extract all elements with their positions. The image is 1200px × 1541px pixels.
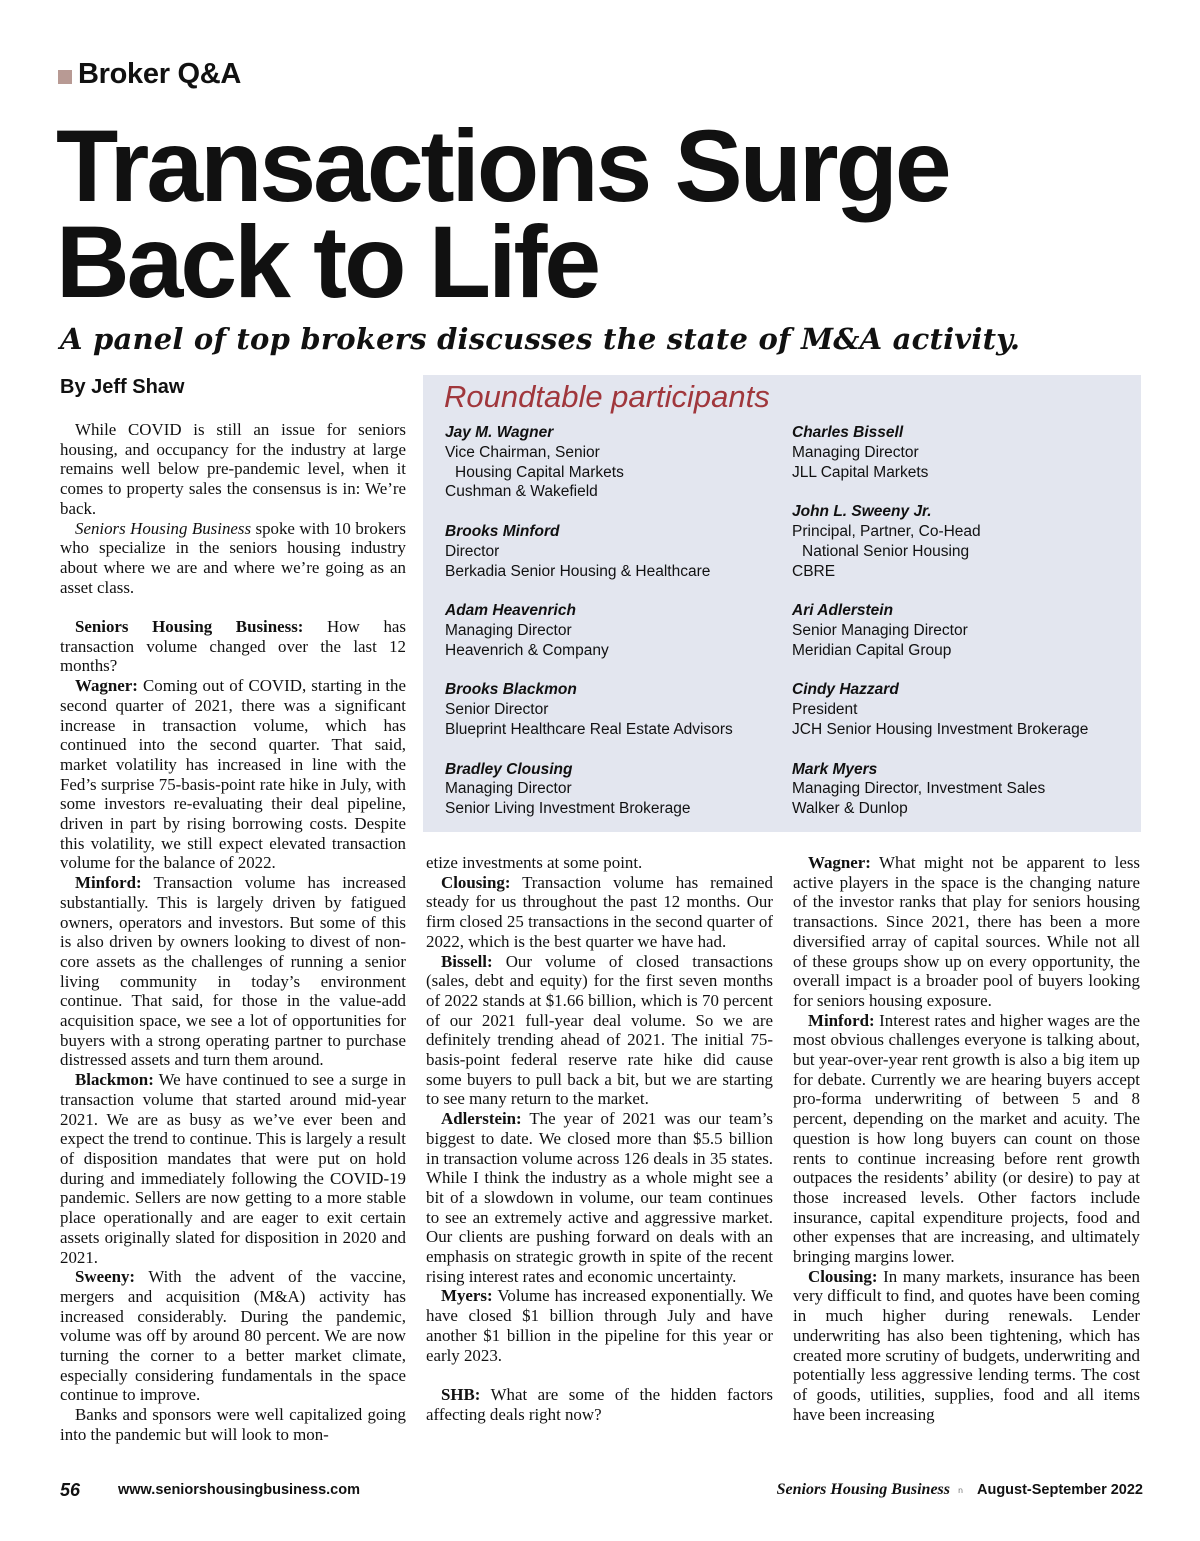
participant-name: Brooks Blackmon xyxy=(445,681,577,699)
participant-entry xyxy=(792,601,1132,660)
speaker-label: Wagner: xyxy=(75,676,138,696)
participant-company: JLL Capital Markets xyxy=(792,463,929,481)
sidebar-right-column xyxy=(792,423,1132,819)
participant-entry xyxy=(792,502,1132,581)
answer-paragraph: Blackmon: We have continued to see a surge in transaction volume that started around mid-year 2021. We are as busy as we’ve ever been and expect the trend to continue. This is largely a result of disposition mandates that were put on hold during and immediately following the COVID-19 pandemic. Sellers are now getting to a more stable place operationally and are eager to exit certain assets originally slated for disposition in 2020 and 2021. xyxy=(60,1070,406,1267)
speaker-label: Minford: xyxy=(808,1010,875,1030)
participant-company: Senior Living Investment Brokerage xyxy=(445,800,691,818)
participant-company: Berkadia Senior Housing & Healthcare xyxy=(445,562,711,580)
sidebar-left-column xyxy=(445,423,775,819)
article-column-2 xyxy=(426,853,773,1424)
deck: A panel of top brokers discusses the state of M&A activity. xyxy=(60,322,1021,356)
article-column-3 xyxy=(793,853,1140,1424)
page-footer xyxy=(0,1480,1200,1500)
participant-entry xyxy=(445,522,775,581)
participant-name: Jay M. Wagner xyxy=(445,424,554,441)
answer-paragraph: Clousing: Transaction volume has remained steady for us throughout the past 12 months. Our firm closed 25 transactions in the second quarter of 2022, which is the best quarter we have had. xyxy=(426,872,773,951)
answer-paragraph: Wagner: Coming out of COVID, starting in the second quarter of 2021, there was a significant increase in transaction volume, which has continued into the second quarter. That said, market volatility has increased in line with the Fed’s surprise 75-basis-point rate hike in July, with some investors re-evaluating their deal pipeline, driven in part by rising borrowing costs. Despite this volatility, we still expect elevated transaction volume for the balance of 2022. xyxy=(60,676,406,873)
section-label: Broker Q&A xyxy=(78,58,241,90)
answer-paragraph: Banks and sponsors were well capitalized going into the pandemic but will look to mon- xyxy=(60,1405,406,1444)
speaker-label: Minford: xyxy=(75,873,142,893)
participant-title: Senior Director xyxy=(445,701,549,719)
participant-title: Managing Director, Investment Sales xyxy=(792,780,1046,798)
answer-paragraph: Adlerstein: The year of 2021 was our team’s biggest to date. We closed more than $5.5 billion in transaction volume across 126 deals in 35 states. While I think the industry as a whole might see a bit of a slowdown in volume, our team continues to see an extremely active and aggressive market. Our clients are pushing forward on deals with an emphasis on strategic growth in spite of the recent rising interest rates and economic uncertainty. xyxy=(426,1109,773,1286)
participant-title: Principal, Partner, Co-Head xyxy=(792,522,981,540)
participant-entry xyxy=(792,423,1132,482)
website-link[interactable]: www.seniorshousingbusiness.com xyxy=(118,1482,360,1498)
publication-name: Seniors Housing Business xyxy=(776,1481,950,1498)
answer-paragraph: Myers: Volume has increased exponentially. We have closed $1 billion through July and have another $1 billion in the pipeline for this year or early 2023. xyxy=(426,1286,773,1365)
intro-paragraph-2: Seniors Housing Business spoke with 10 brokers who specialize in the seniors housing industry about where we are and where we’re going as an asset class. xyxy=(60,518,406,597)
intro-paragraph: While COVID is still an issue for seniors housing, and occupancy for the industry at large remains well below pre-pandemic level, when it comes to property sales the consensus is in: We’re back. xyxy=(60,420,406,518)
participant-name: Ari Adlerstein xyxy=(792,602,894,620)
participant-entry xyxy=(792,680,1132,739)
participant-title: Managing Director xyxy=(445,780,572,798)
participant-entry xyxy=(792,760,1132,819)
speaker-label: Clousing: xyxy=(808,1266,878,1286)
participant-entry xyxy=(445,680,775,739)
page-number: 56 xyxy=(60,1480,81,1500)
speaker-label: Wagner: xyxy=(808,853,871,872)
section-tag xyxy=(58,58,241,91)
participant-entry xyxy=(445,601,775,660)
participant-title: National Senior Housing xyxy=(802,542,970,560)
article-column-1 xyxy=(60,420,406,1445)
roundtable-sidebar xyxy=(423,375,1141,832)
participant-entry xyxy=(445,423,775,502)
issue-date: August-September 2022 xyxy=(977,1482,1143,1498)
participant-entry xyxy=(445,760,775,819)
participant-name: Mark Myers xyxy=(792,760,878,778)
headline: Transactions Surge Back to Life xyxy=(56,109,949,319)
answer-paragraph: Sweeny: With the advent of the vaccine, mergers and acquisition (M&A) activity has increased considerably. During the pandemic, volume was off by around 80 percent. We are now turning the corner to a better market climate, especially considering fundamentals in the space continue to improve. xyxy=(60,1267,406,1405)
participant-title: Managing Director xyxy=(792,443,919,461)
publication-name: Seniors Housing Business xyxy=(75,518,252,538)
participant-title: Director xyxy=(445,542,500,560)
speaker-label: Bissell: xyxy=(441,951,493,971)
section-square-icon xyxy=(58,70,72,84)
participant-company: Cushman & Wakefield xyxy=(445,483,598,501)
answer-paragraph: Bissell: Our volume of closed transactions (sales, debt and equity) for the first seven months of 2022 stands at $1.66 billion, which is 70 percent of our 2021 full-year deal volume. So we are definitely trending ahead of 2021. The initial 75-basis-point federal reserve rate hike did cause some buyers to pull back a bit, but we are starting to see many return to the market. xyxy=(426,951,773,1109)
byline: By Jeff Shaw xyxy=(60,376,185,398)
participant-company: Heavenrich & Company xyxy=(445,641,609,659)
participant-name: Cindy Hazzard xyxy=(792,681,899,699)
answer-paragraph: Minford: Interest rates and higher wages are the most obvious challenges everyone is talking about, but year-over-year rent growth is also a big item up for debate. Currently we are hearing buyers accept pro-forma underwriting of between 5 and 8 percent, depending on the market and acuity. The question is how long buyers can count on those rents to continue increasing before rent growth outpaces the residents’ ability (or desire) to pay at those increased levels. Other factors include insurance, capital expenditure projects, food and other expenses that are increasing, and ultimately bringing margins lower. xyxy=(793,1010,1140,1267)
speaker-label: Myers: xyxy=(441,1286,493,1306)
participant-name: Adam Heavenrich xyxy=(445,602,576,620)
participant-company: JCH Senior Housing Investment Brokerage xyxy=(792,720,1089,738)
participant-company: Blueprint Healthcare Real Estate Advisors xyxy=(445,720,733,738)
speaker-label: Blackmon: xyxy=(75,1070,154,1090)
participant-company: Walker & Dunlop xyxy=(792,800,908,818)
participant-title: Vice Chairman, Senior xyxy=(445,443,600,461)
answer-paragraph: Wagner: What might not be apparent to less active players in the space is the changing nature of the investor ranks that play for seniors housing transactions. Since 2021, there has been a more diversified array of capital sources. While not all of these groups show up on every opportunity, the overall impact is a broader pool of buyers looking for seniors housing exposure. xyxy=(793,853,1140,1010)
speaker-label: Seniors Housing Business: xyxy=(75,617,304,637)
answer-paragraph: Clousing: In many markets, insurance has been very difficult to find, and quotes have been coming in much higher during renewals. Lender underwriting has also been tightening, which has created more scrutiny of budgets, underwriting and potentially less aggressive lending terms. The cost of goods, utilities, supplies, food and all items have been increasing xyxy=(793,1266,1140,1424)
continued-paragraph: etize investments at some point. xyxy=(426,853,643,872)
sidebar-title: Roundtable participants xyxy=(444,379,770,414)
participant-company: Meridian Capital Group xyxy=(792,641,952,659)
participant-title: President xyxy=(792,701,858,719)
participant-name: John L. Sweeny Jr. xyxy=(792,503,932,521)
participant-title: Senior Managing Director xyxy=(792,621,968,639)
speaker-label: Clousing: xyxy=(441,872,511,892)
participant-name: Bradley Clousing xyxy=(445,760,573,778)
participant-title: Housing Capital Markets xyxy=(455,463,624,481)
participant-title: Managing Director xyxy=(445,621,572,639)
participant-name: Charles Bissell xyxy=(792,424,904,441)
separator: n xyxy=(958,1486,964,1495)
question-paragraph: Seniors Housing Business: How has transaction volume changed over the last 12 months? xyxy=(60,617,406,676)
participant-company: CBRE xyxy=(792,562,836,580)
question-paragraph: SHB: What are some of the hidden factors affecting deals right now? xyxy=(426,1384,773,1424)
participant-name: Brooks Minford xyxy=(445,522,560,540)
speaker-label: Adlerstein: xyxy=(441,1109,522,1129)
speaker-label: Sweeny: xyxy=(75,1267,136,1287)
answer-paragraph: Minford: Transaction volume has increased substantially. This is largely driven by fatigued owners, operators and investors. But some of this is also driven by owners looking to divest of non-core assets as the challenges of running a senior living community in today’s environment continue. That said, for those in the value-add acquisition space, we see a lot of opportunities for buyers with a strong operating partner to purchase distressed assets and turn them around. xyxy=(60,873,406,1070)
speaker-label: SHB: xyxy=(441,1384,481,1404)
